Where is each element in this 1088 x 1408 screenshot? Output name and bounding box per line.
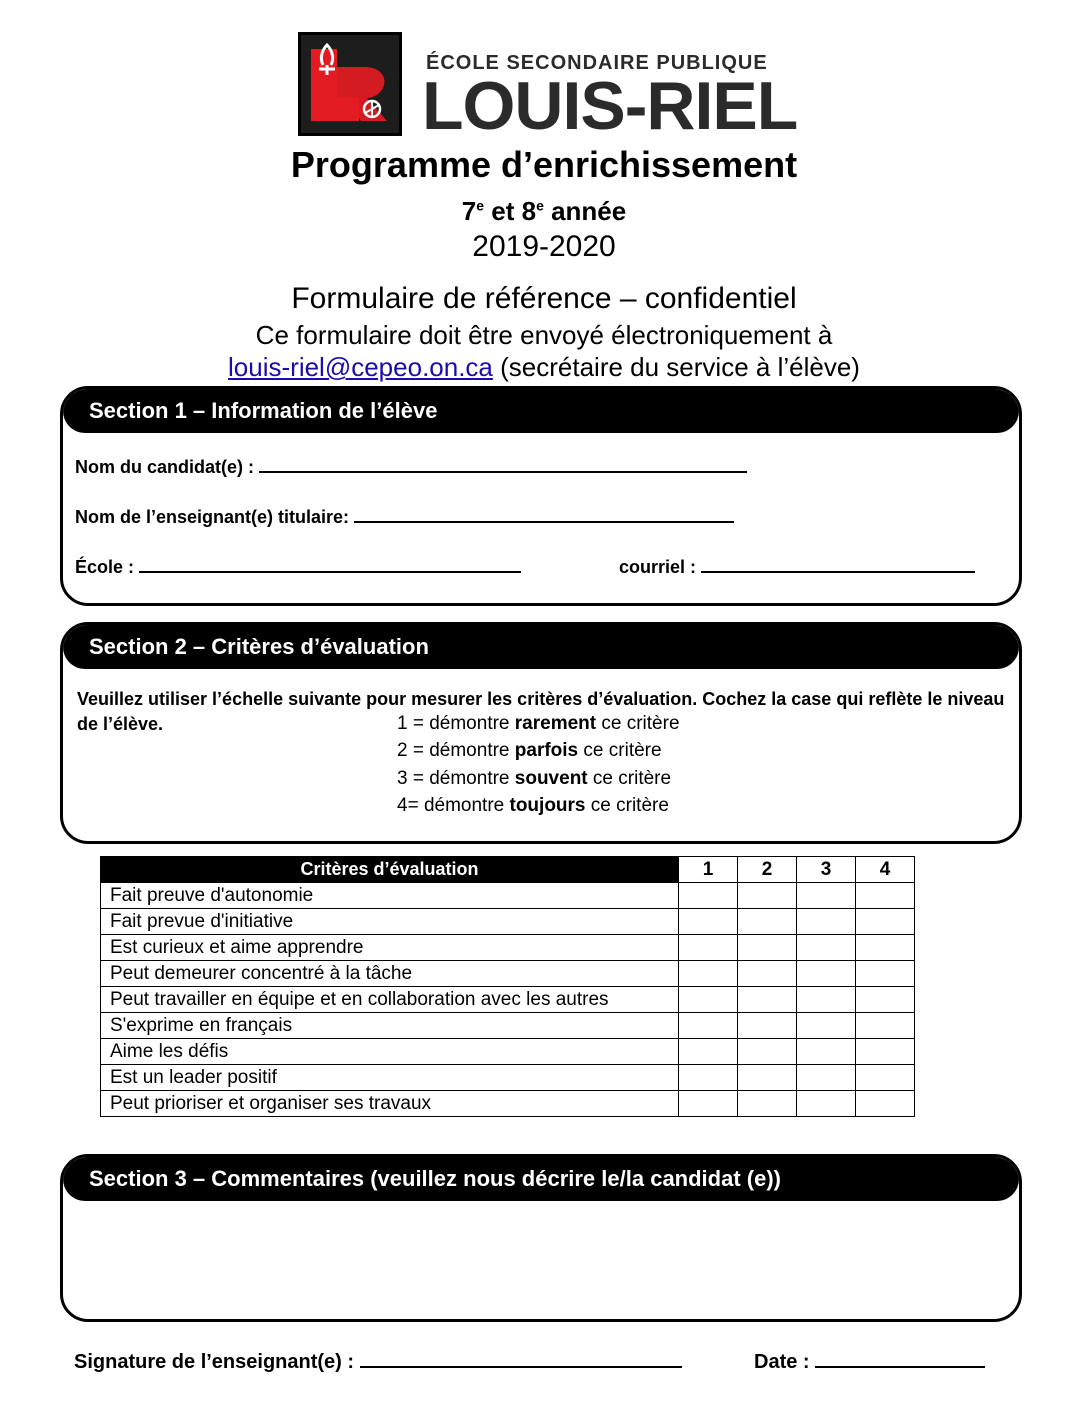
criterion-label: Est un leader positif [101, 1065, 679, 1091]
rating-checkbox[interactable] [679, 1013, 738, 1039]
louis-riel-logo-icon [301, 35, 399, 133]
school-subtitle: ÉCOLE SECONDAIRE PUBLIQUE [426, 52, 768, 74]
table-row [101, 1013, 915, 1039]
criterion-label: Peut travailler en équipe et en collaboration avec les autres [101, 987, 679, 1013]
rating-checkbox[interactable] [679, 883, 738, 909]
school-logo [298, 32, 402, 136]
rating-checkbox[interactable] [856, 1013, 915, 1039]
rating-checkbox[interactable] [797, 935, 856, 961]
rating-checkbox[interactable] [856, 1039, 915, 1065]
criterion-label: Aime les défis [101, 1039, 679, 1065]
level-header: 4 [856, 857, 915, 883]
rating-checkbox[interactable] [738, 909, 797, 935]
rating-checkbox[interactable] [856, 935, 915, 961]
rating-checkbox[interactable] [679, 1091, 738, 1117]
table-row [101, 961, 915, 987]
rating-checkbox[interactable] [797, 1065, 856, 1091]
school-year: 2019-2020 [472, 230, 616, 263]
school-field[interactable]: École : [75, 555, 521, 578]
criterion-label: Peut prioriser et organiser ses travaux [101, 1091, 679, 1117]
scale-item: 2 = démontre parfois ce critère [397, 740, 662, 761]
send-instruction: Ce formulaire doit être envoyé électroniquement à [255, 320, 833, 350]
rating-checkbox[interactable] [856, 987, 915, 1013]
level-header: 3 [797, 857, 856, 883]
grade-levels: 7e et 8e année [461, 196, 627, 226]
scale-instruction: Veuillez utiliser l’échelle suivante pour mesurer les critères d’évaluation. Cochez la case qui reflète le niveau de l’élève. [77, 689, 1005, 734]
rating-checkbox[interactable] [738, 961, 797, 987]
scale-item: 3 = démontre souvent ce critère [397, 768, 672, 789]
scale-item: 4= démontre toujours ce critère [397, 795, 669, 816]
email-field[interactable]: courriel : [619, 555, 975, 578]
rating-checkbox[interactable] [856, 961, 915, 987]
date-field[interactable]: Date : [754, 1350, 985, 1374]
rating-checkbox[interactable] [856, 909, 915, 935]
rating-checkbox[interactable] [738, 1039, 797, 1065]
section-evaluation-criteria [60, 622, 1022, 844]
program-title: Programme d’enrichissement [290, 144, 798, 185]
form-title: Formulaire de référence – confidentiel [291, 282, 797, 315]
rating-checkbox[interactable] [679, 935, 738, 961]
rating-checkbox[interactable] [738, 883, 797, 909]
rating-checkbox[interactable] [797, 1013, 856, 1039]
level-header: 1 [679, 857, 738, 883]
school-name: LOUIS-RIEL [422, 68, 798, 144]
criterion-label: S'exprime en français [101, 1013, 679, 1039]
rating-checkbox[interactable] [738, 935, 797, 961]
rating-checkbox[interactable] [797, 883, 856, 909]
scale-item: 1 = démontre rarement ce critère [397, 713, 680, 734]
criterion-label: Fait prevue d'initiative [101, 909, 679, 935]
rating-checkbox[interactable] [738, 1065, 797, 1091]
rating-checkbox[interactable] [738, 1013, 797, 1039]
rating-checkbox[interactable] [797, 987, 856, 1013]
rating-checkbox[interactable] [738, 1091, 797, 1117]
section-comments [60, 1154, 1022, 1322]
rating-checkbox[interactable] [797, 1039, 856, 1065]
rating-checkbox[interactable] [738, 987, 797, 1013]
table-row [101, 1091, 915, 1117]
signature-field[interactable]: Signature de l’enseignant(e) : [74, 1350, 682, 1374]
rating-checkbox[interactable] [679, 909, 738, 935]
table-row [101, 935, 915, 961]
rating-checkbox[interactable] [856, 1065, 915, 1091]
criteria-header: Critères d’évaluation [101, 857, 679, 883]
section3-title: Section 3 – Commentaires (veuillez nous décrire le/la candidat (e)) [63, 1157, 1019, 1201]
candidate-name-field[interactable]: Nom du candidat(e) : [75, 455, 747, 478]
table-row [101, 987, 915, 1013]
criterion-label: Est curieux et aime apprendre [101, 935, 679, 961]
table-row [101, 1065, 915, 1091]
rating-checkbox[interactable] [679, 1065, 738, 1091]
table-row [101, 883, 915, 909]
section2-title: Section 2 – Critères d’évaluation [63, 625, 1019, 669]
section-student-info [60, 386, 1022, 606]
comments-area[interactable] [73, 1209, 1009, 1313]
table-row [101, 1039, 915, 1065]
rating-checkbox[interactable] [856, 1091, 915, 1117]
send-email-line: louis-riel@cepeo.on.ca (secrétaire du service à l’élève) [228, 352, 860, 382]
rating-checkbox[interactable] [679, 961, 738, 987]
rating-checkbox[interactable] [797, 909, 856, 935]
criterion-label: Fait preuve d'autonomie [101, 883, 679, 909]
rating-checkbox[interactable] [679, 987, 738, 1013]
criterion-label: Peut demeurer concentré à la tâche [101, 961, 679, 987]
criteria-table [100, 856, 915, 1117]
table-row [101, 909, 915, 935]
level-header: 2 [738, 857, 797, 883]
rating-checkbox[interactable] [797, 1091, 856, 1117]
rating-checkbox[interactable] [679, 1039, 738, 1065]
rating-checkbox[interactable] [856, 883, 915, 909]
email-link[interactable]: louis-riel@cepeo.on.ca [228, 352, 493, 382]
rating-checkbox[interactable] [797, 961, 856, 987]
teacher-name-field[interactable]: Nom de l’enseignant(e) titulaire: [75, 505, 734, 528]
criteria-header-row [101, 857, 915, 883]
section1-title: Section 1 – Information de l’élève [63, 389, 1019, 433]
